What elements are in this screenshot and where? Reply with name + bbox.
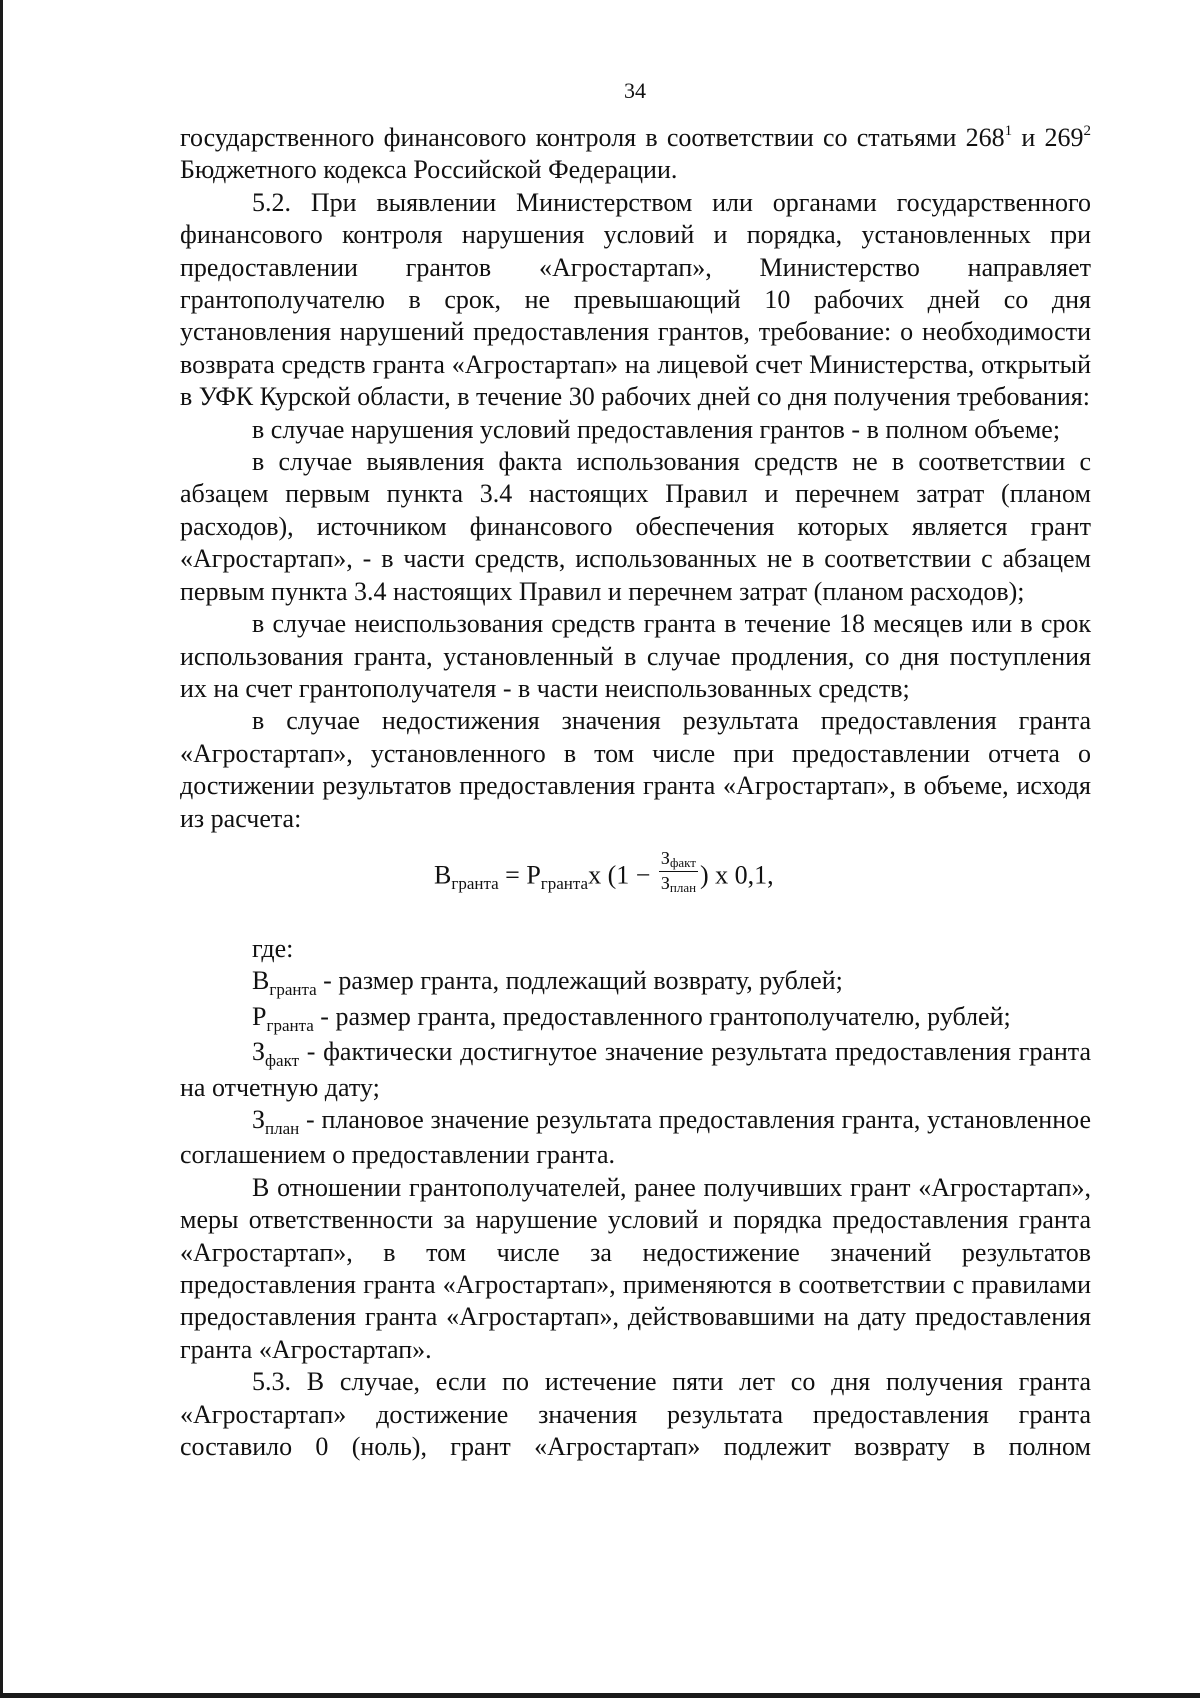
formula-rhs-sub: гранта	[540, 874, 589, 894]
refund-formula	[180, 839, 1091, 905]
paragraph-5-2: 5.2. При выявлении Министерством или органами государственного финансового контроля нарушения условий и порядка, установленных при предоставлении грантов «Агростартап», Министерство направляет грантополучателю в срок, не превышающий 10 рабочих дней со дня установления нарушений предоставления грантов, требование: о необходимости возврата средств гранта «Агростартап» на лицевой счет Министерства, открытый в УФК Курской области, в течение 30 рабочих дней со дня получения требования:	[180, 187, 1091, 412]
scan-border-bottom	[0, 1693, 1200, 1698]
scan-border-left	[0, 0, 3, 1698]
paragraph-case-result: в случае недостижения значения результата предоставления гранта «Агростартап», установленного в том числе при предоставлении отчета о достижении результатов предоставления гранта «Агростартап», в объеме, исходя из расчета:	[180, 706, 1091, 833]
formula-tail: ) х 0,1,	[699, 860, 774, 890]
fraction-denominator: Зплан	[660, 872, 697, 895]
paragraph-5-3: 5.3. В случае, если по истечение пяти лет со дня получения гранта «Агростартап» достижение значения результата предоставления гранта составило 0 (ноль), грант «Агростартап» подлежит возврату в полном	[180, 1367, 1091, 1462]
formula-fraction	[659, 847, 698, 896]
paragraph-previous-recipients: В отношении грантополучателей, ранее получивших грант «Агростартап», меры ответственности за нарушение условий и порядка предоставления гранта «Агростартап», в том числе за недостижение значений результатов предоставления гранта «Агростартап», применяются в соответствии с правилами предоставления гранта «Агростартап», действовавшими на дату предоставления гранта «Агростартап».	[180, 1172, 1091, 1364]
where-label: где:	[252, 933, 294, 963]
paragraph-case-violation: в случае нарушения условий предоставления грантов - в полном объеме;	[252, 414, 1061, 444]
formula-lhs-sub: гранта	[451, 874, 499, 894]
page-number: 34	[624, 78, 646, 103]
definition-r-granta: $Р_{гранта}$ - размер гранта, предоставленного грантополучателю, рублей;	[252, 1001, 1011, 1035]
formula-eq: = Р	[498, 860, 541, 890]
formula-lhs: В	[434, 860, 452, 890]
paragraph-intro	[180, 122, 1091, 187]
definition-b-granta: $В_{гранта}$ - размер гранта, подлежащий возврату, рублей;	[252, 966, 843, 1000]
definition-z-plan: $З_{план}$ - плановое значение результата предоставления гранта, установленное соглашением о предоставлении гранта.	[180, 1104, 1091, 1170]
document-body	[180, 122, 1091, 1463]
paragraph-case-misuse: в случае выявления факта использования средств не в соответствии с абзацем первым пункта 3.4 настоящих Правил и перечнем затрат (планом расходов), источником финансового обеспечения которых является грант «Агростартап», - в части средств, использованных не в соответствии с абзацем первым пункта 3.4 настоящих Правил и перечнем затрат (планом расходов);	[180, 447, 1091, 606]
fraction-numerator: Зфакт	[660, 847, 696, 870]
definition-z-fact: $З_{факт}$ - фактически достигнутое значение результата предоставления гранта на отчетную дату;	[180, 1037, 1091, 1102]
intro-text-b: и 269	[1012, 123, 1084, 152]
paragraph-case-unused: в случае неиспользования средств гранта в течение 18 месяцев или в срок использования гранта, установленный в случае продления, со дня поступления их на счет грантополучателя - в части неиспользованных средств;	[180, 609, 1091, 703]
intro-text-c: Бюджетного кодекса Российской Федерации.	[180, 155, 678, 185]
intro-text-a: государственного финансового контроля в соответствии со статьями 268	[180, 123, 1005, 152]
formula-mid: х (1 −	[588, 860, 657, 890]
superscript-1: 1	[1004, 123, 1013, 139]
superscript-2: 2	[1083, 123, 1091, 139]
